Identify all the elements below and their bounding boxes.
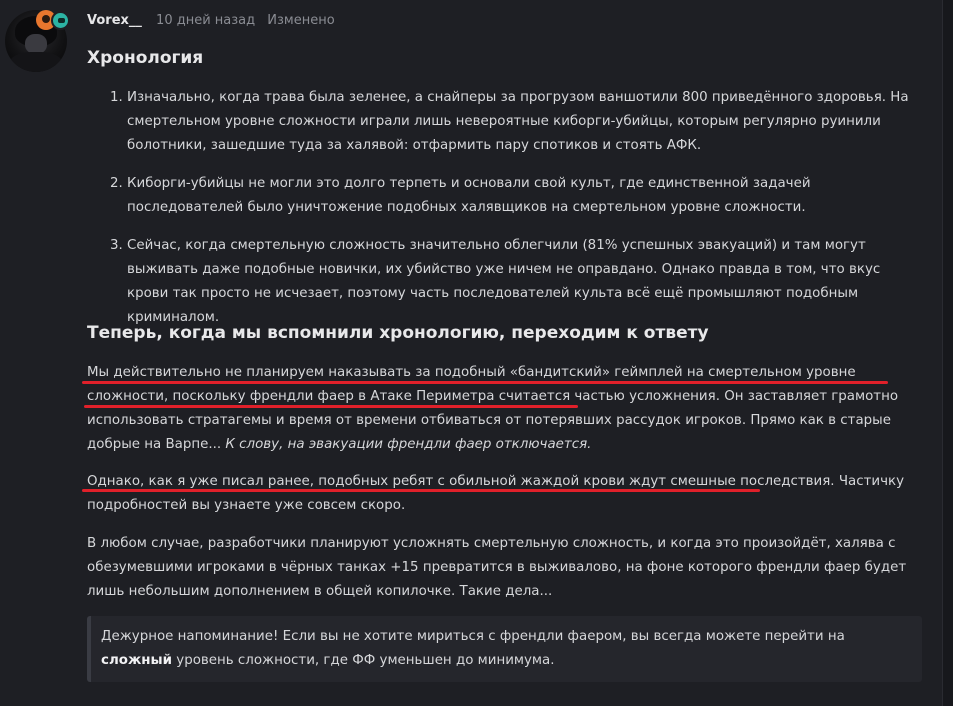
paragraph-text: Частичку подробностей вы узнаете уже совсем скоро. [87, 474, 905, 513]
reminder-quote [87, 616, 922, 682]
paragraph-text: Он заставляет грамотно использовать стратагемы и время от времени отбиваться от потерявших рассудок игроков. Прямо как в старые добрые на Варпе... [87, 389, 899, 452]
scrollbar-track[interactable] [943, 0, 953, 706]
edited-label: Изменено [267, 13, 335, 28]
quote-bold: сложный [101, 653, 173, 668]
post-meta [87, 13, 335, 29]
author-name[interactable]: Vorex__ [87, 13, 142, 28]
red-underline [82, 489, 760, 492]
paragraph-future: В любом случае, разработчики планируют усложнять смертельную сложность, и когда это произойдёт, халява с обезумевшими игроками в чёрных танках +15 превратится в выживалово, на фоне которого френдли фаер будет лишь небольшим дополнением в общей копилочке. Такие дела... [87, 536, 907, 599]
red-underline [84, 405, 578, 408]
post-date[interactable]: 10 дней назад [156, 13, 256, 28]
community-badge-icon [36, 10, 74, 30]
highlighted-text: Мы действительно не планируем наказывать за подобный «бандитский» геймплей на смертельном уровне сложности, поскольку френдли фаер в Атаке Периметра считается частью усложнения. [87, 365, 856, 404]
quote-text: уровень сложности, где ФФ уменьшен до минимума. [172, 653, 555, 668]
list-item: 1. Изначально, когда трава была зеленее, а снайперы за прогрузом ваншотили 800 приведённого здоровья. На смертельном уровне сложности играли лишь невероятные киборги-убийцы, которым регулярно руинили болотники, зашедшие туда за халявой: отфармить пару спотиков и стоять АФК. [127, 86, 917, 158]
list-item: 2. Киборги-убийцы не могли это долго терпеть и основали свой культ, где единственной задачей последователей было уничтожение подобных халявщиков на смертельном уровне сложности. [127, 172, 917, 220]
list-item: 3. Сейчас, когда смертельную сложность значительно облегчили (81% успешных эвакуаций) и там могут выживать даже подобные новички, их убийство уже ничем не оправдано. Однако правда в том, что вкус крови так просто не исчезает, поэтому часть последователей культа всё ещё промышляют подобным криминалом. [127, 234, 917, 330]
red-underline [82, 381, 888, 384]
chronology-list [87, 86, 917, 344]
quote-text: Дежурное напоминание! Если вы не хотите мириться с френдли фаером, вы всегда можете перейти на [101, 629, 845, 644]
paragraph-policy [87, 361, 917, 457]
highlighted-text: Однако, как я уже писал ранее, подобных ребят с обильной жаждой крови ждут смешные последствия. [87, 474, 835, 489]
heading-answer: Теперь, когда мы вспомнили хронологию, переходим к ответу [87, 323, 709, 343]
italic-note: К слову, на эвакуации френдли фаер отключается. [225, 437, 592, 452]
heading-chronology: Хронология [87, 48, 204, 68]
paragraph-consequences [87, 470, 917, 518]
